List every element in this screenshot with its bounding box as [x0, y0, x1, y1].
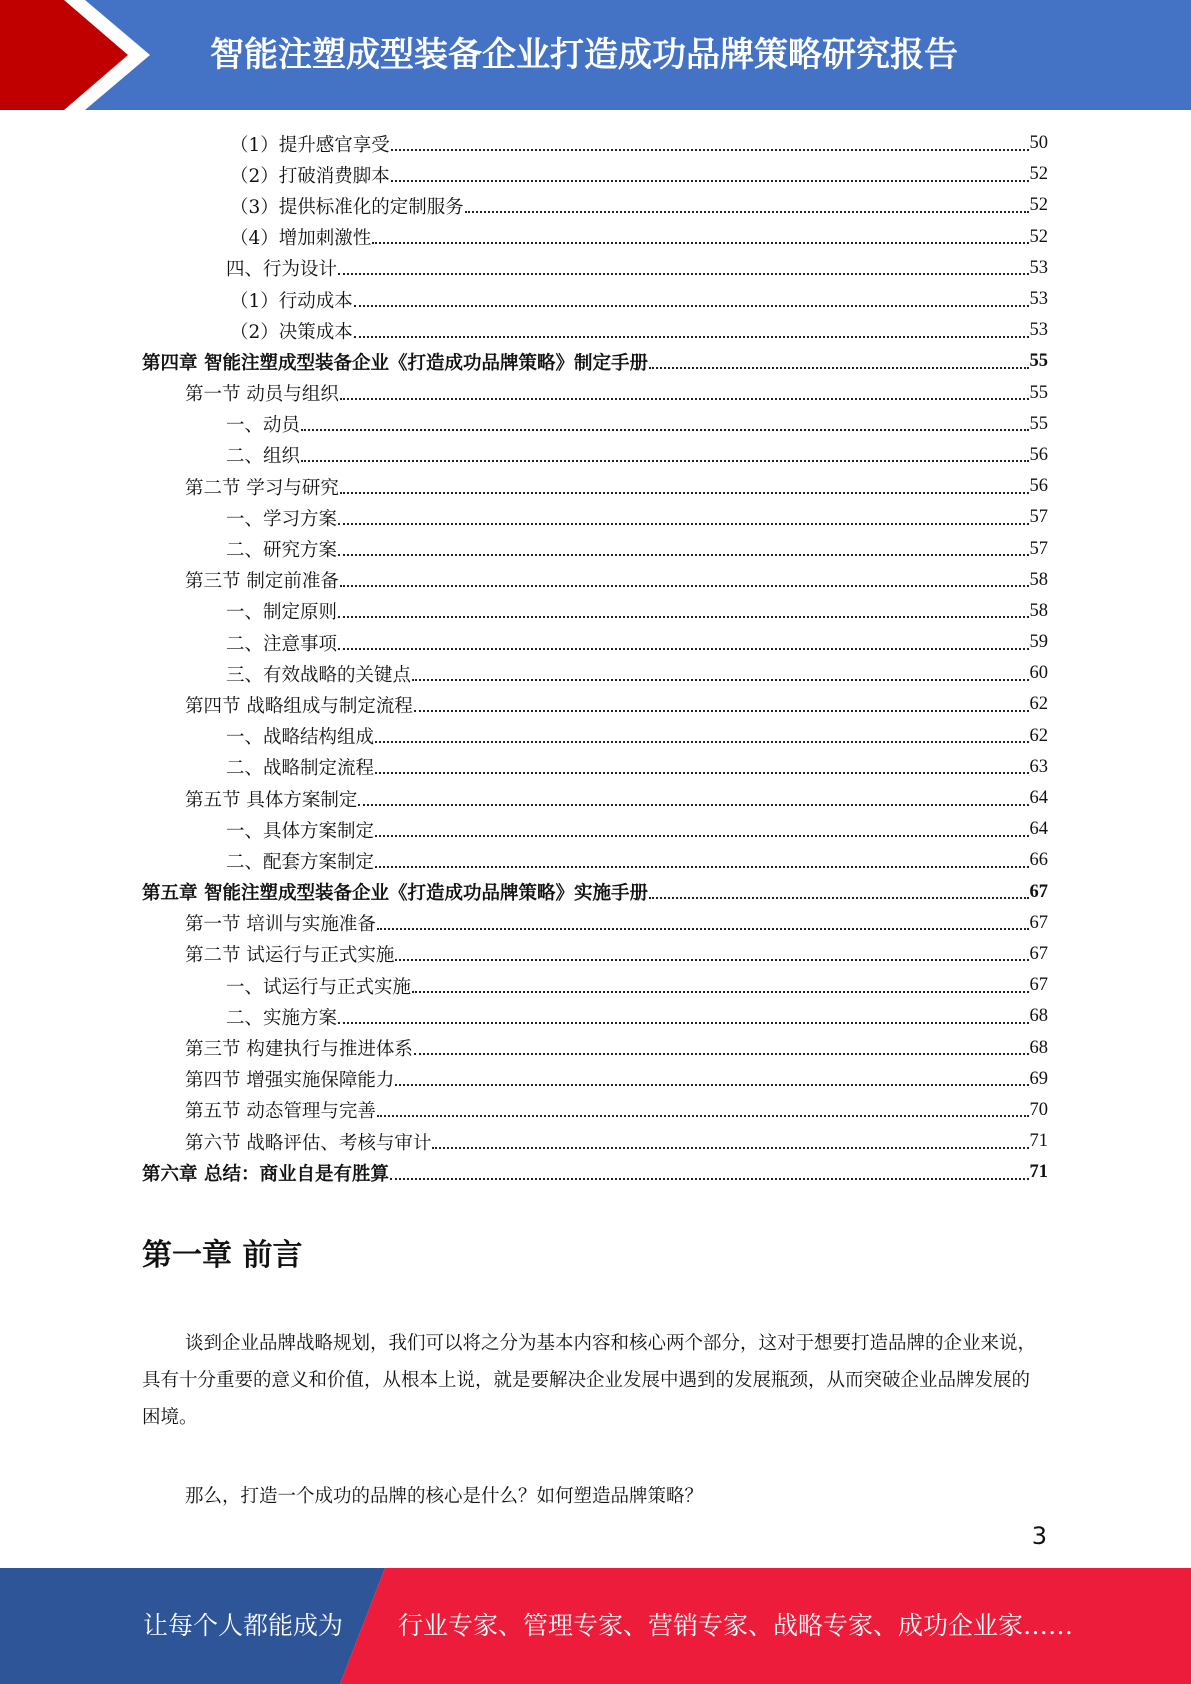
- chapter-heading: 第一章 前言: [142, 1238, 303, 1273]
- toc-dot-leader: [649, 367, 1029, 369]
- question-paragraph: 那么，打造一个成功的品牌的核心是什么？如何塑造品牌策略？: [185, 1486, 704, 1507]
- toc-entry[interactable]: [142, 814, 1048, 845]
- toc-dot-leader: [340, 492, 1029, 494]
- toc-entry[interactable]: [142, 752, 1048, 783]
- toc-entry-title: 第六节 战略评估、考核与审计: [185, 1132, 432, 1154]
- toc-entry-page: 62: [1029, 694, 1048, 715]
- intro-paragraph: 谈到企业品牌战略规划，我们可以将之分为基本内容和核心两个部分，这对于想要打造品牌的企业来说，具有十分重要的意义和价值，从根本上说，就是要解决企业发展中遇到的发展瓶颈，从而突破企业品牌发展的困境。: [142, 1333, 1037, 1428]
- toc-entry-title: 二、实施方案: [226, 1007, 338, 1029]
- toc-entry[interactable]: [142, 222, 1048, 253]
- toc-entry-title: 一、战略结构组成: [226, 727, 375, 749]
- toc-entry-page: 64: [1029, 788, 1048, 809]
- toc-dot-leader: [340, 398, 1029, 400]
- toc-entry-page: 64: [1029, 819, 1048, 840]
- toc-entry[interactable]: [142, 346, 1048, 377]
- page-footer: [0, 1568, 1191, 1684]
- toc-entry[interactable]: [142, 315, 1048, 346]
- toc-entry[interactable]: [142, 128, 1048, 159]
- toc-entry-title: 三、有效战略的关键点: [226, 664, 412, 686]
- toc-entry-page: 52: [1029, 164, 1048, 185]
- toc-dot-leader: [375, 835, 1028, 837]
- toc-dot-leader: [375, 866, 1028, 868]
- toc-entry-title: 第一节 培训与实施准备: [185, 914, 376, 936]
- toc-entry[interactable]: [142, 1157, 1048, 1188]
- toc-entry-page: 55: [1029, 413, 1048, 434]
- toc-entry-page: 69: [1029, 1068, 1048, 1089]
- toc-entry-title: 二、战略制定流程: [226, 758, 375, 780]
- toc-entry-page: 67: [1029, 881, 1048, 902]
- toc-entry-page: 56: [1029, 476, 1048, 497]
- footer-slogan-right: 行业专家、管理专家、营销专家、战略专家、成功企业家……: [398, 1611, 1074, 1640]
- toc-entry-title: 第三节 制定前准备: [185, 571, 339, 593]
- toc-dot-leader: [372, 242, 1028, 244]
- toc-entry-title: 第五节 具体方案制定: [185, 789, 358, 811]
- toc-entry-title: 一、具体方案制定: [226, 820, 375, 842]
- toc-dot-leader: [340, 585, 1029, 587]
- toc-entry-title: 第三节 构建执行与推进体系: [185, 1039, 413, 1061]
- toc-entry-page: 67: [1029, 975, 1048, 996]
- toc-entry-title: （3）提供标准化的定制服务: [230, 196, 464, 218]
- toc-entry[interactable]: [142, 658, 1048, 689]
- toc-dot-leader: [395, 1084, 1028, 1086]
- toc-entry-page: 67: [1029, 943, 1048, 964]
- toc-entry[interactable]: [142, 502, 1048, 533]
- toc-entry[interactable]: [142, 627, 1048, 658]
- toc-entry[interactable]: [142, 877, 1048, 908]
- toc-entry[interactable]: [142, 783, 1048, 814]
- toc-entry[interactable]: [142, 970, 1048, 1001]
- toc-entry[interactable]: [142, 533, 1048, 564]
- toc-entry-title: （2）决策成本: [230, 321, 353, 343]
- toc-entry-title: 二、配套方案制定: [226, 851, 375, 873]
- toc-entry-title: 一、试运行与正式实施: [226, 976, 412, 998]
- toc-dot-leader: [375, 741, 1028, 743]
- toc-entry[interactable]: [142, 1126, 1048, 1157]
- toc-dot-leader: [395, 959, 1028, 961]
- toc-dot-leader: [391, 180, 1029, 182]
- toc-entry-title: 一、学习方案: [226, 508, 338, 530]
- toc-entry-title: 第六章 总结：商业自是有胜算: [142, 1163, 389, 1185]
- toc-entry-title: 第五章 智能注塑成型装备企业《打造成功品牌策略》实施手册: [142, 883, 648, 905]
- toc-dot-leader: [338, 273, 1028, 275]
- page-header: [0, 0, 1191, 110]
- toc-entry-title: 第五节 动态管理与完善: [185, 1101, 376, 1123]
- toc-entry-title: 四、行为设计: [226, 259, 338, 281]
- toc-dot-leader: [354, 305, 1029, 307]
- toc-entry-page: 53: [1029, 257, 1048, 278]
- toc-entry[interactable]: [142, 409, 1048, 440]
- toc-entry-title: 二、研究方案: [226, 540, 338, 562]
- toc-entry[interactable]: [142, 689, 1048, 720]
- toc-entry[interactable]: [142, 721, 1048, 752]
- toc-entry-page: 71: [1029, 1131, 1048, 1152]
- toc-entry[interactable]: [142, 565, 1048, 596]
- toc-dot-leader: [338, 616, 1028, 618]
- toc-entry-title: 二、组织: [226, 446, 301, 468]
- footer-slogan-left: 让每个人都能成为: [143, 1611, 344, 1640]
- toc-entry-page: 62: [1029, 725, 1048, 746]
- toc-entry-page: 58: [1029, 600, 1048, 621]
- toc-entry-page: 71: [1029, 1162, 1048, 1183]
- toc-dot-leader: [414, 1053, 1029, 1055]
- toc-entry-page: 53: [1029, 289, 1048, 310]
- toc-entry[interactable]: [142, 1064, 1048, 1095]
- toc-dot-leader: [354, 336, 1029, 338]
- toc-entry[interactable]: [142, 471, 1048, 502]
- toc-entry-page: 52: [1029, 195, 1048, 216]
- toc-entry-title: 一、动员: [226, 415, 301, 437]
- toc-entry-title: 第二节 试运行与正式实施: [185, 945, 395, 967]
- toc-dot-leader: [465, 211, 1029, 213]
- toc-entry[interactable]: [142, 190, 1048, 221]
- toc-entry-title: 一、制定原则: [226, 602, 338, 624]
- toc-entry[interactable]: [142, 440, 1048, 471]
- toc-entry-page: 58: [1029, 569, 1048, 590]
- toc-entry-page: 52: [1029, 226, 1048, 247]
- toc-entry-title: 第四节 战略组成与制定流程: [185, 695, 413, 717]
- toc-entry[interactable]: [142, 159, 1048, 190]
- toc-entry-page: 67: [1029, 912, 1048, 933]
- toc-dot-leader: [414, 710, 1029, 712]
- toc-entry-page: 59: [1029, 632, 1048, 653]
- toc-entry[interactable]: [142, 908, 1048, 939]
- toc-dot-leader: [375, 772, 1028, 774]
- toc-entry-page: 60: [1029, 663, 1048, 684]
- toc-entry[interactable]: [142, 1095, 1048, 1126]
- toc-dot-leader: [412, 679, 1028, 681]
- toc-entry-page: 57: [1029, 507, 1048, 528]
- toc-entry-page: 70: [1029, 1099, 1048, 1120]
- toc-entry-page: 68: [1029, 1006, 1048, 1027]
- toc-dot-leader: [338, 648, 1028, 650]
- toc-entry-title: （1）行动成本: [230, 290, 353, 312]
- toc-dot-leader: [391, 149, 1029, 151]
- toc-dot-leader: [377, 1115, 1029, 1117]
- toc-entry[interactable]: [142, 253, 1048, 284]
- toc-entry-title: （2）打破消费脚本: [230, 165, 390, 187]
- toc-entry-title: 第二节 学习与研究: [185, 477, 339, 499]
- toc-dot-leader: [338, 554, 1028, 556]
- toc-entry-title: 第四节 增强实施保障能力: [185, 1070, 395, 1092]
- toc-entry[interactable]: [142, 378, 1048, 409]
- toc-entry[interactable]: [142, 1032, 1048, 1063]
- toc-dot-leader: [377, 928, 1029, 930]
- toc-dot-leader: [649, 897, 1029, 899]
- toc-entry[interactable]: [142, 845, 1048, 876]
- toc-dot-leader: [390, 1178, 1029, 1180]
- toc-dot-leader: [358, 804, 1028, 806]
- toc-entry[interactable]: [142, 596, 1048, 627]
- toc-dot-leader: [338, 523, 1028, 525]
- toc-entry-title: （4）增加刺激性: [230, 228, 372, 250]
- toc-entry-title: 第四章 智能注塑成型装备企业《打造成功品牌策略》制定手册: [142, 352, 648, 374]
- toc-entry-page: 63: [1029, 756, 1048, 777]
- toc-entry-page: 55: [1029, 382, 1048, 403]
- toc-entry[interactable]: [142, 1001, 1048, 1032]
- table-of-contents: [142, 128, 1048, 1188]
- toc-dot-leader: [301, 460, 1028, 462]
- toc-entry-page: 68: [1029, 1037, 1048, 1058]
- toc-entry-title: 第一节 动员与组织: [185, 384, 339, 406]
- toc-entry-page: 55: [1029, 351, 1048, 372]
- toc-entry[interactable]: [142, 284, 1048, 315]
- toc-dot-leader: [432, 1147, 1028, 1149]
- report-title: 智能注塑成型装备企业打造成功品牌策略研究报告: [210, 35, 958, 75]
- toc-entry-page: 66: [1029, 850, 1048, 871]
- toc-dot-leader: [301, 429, 1028, 431]
- toc-entry-title: （1）提升感官享受: [230, 134, 390, 156]
- toc-dot-leader: [338, 1022, 1028, 1024]
- toc-entry-page: 50: [1029, 133, 1048, 154]
- page-number: 3: [1031, 1522, 1047, 1550]
- toc-entry-title: 二、注意事项: [226, 633, 338, 655]
- toc-entry-page: 56: [1029, 444, 1048, 465]
- toc-entry[interactable]: [142, 939, 1048, 970]
- toc-entry-page: 53: [1029, 320, 1048, 341]
- toc-dot-leader: [412, 991, 1028, 993]
- toc-entry-page: 57: [1029, 538, 1048, 559]
